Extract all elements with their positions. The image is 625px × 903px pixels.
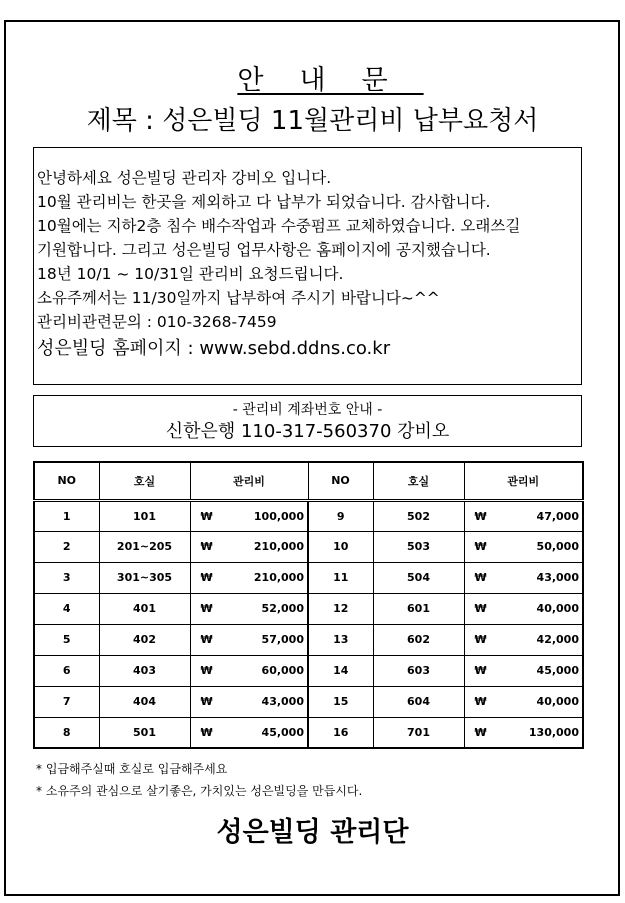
- won-symbol: ₩: [474, 725, 487, 739]
- row-room: 301~305: [99, 562, 190, 593]
- row-fee-amount: 60,000: [261, 664, 304, 677]
- row-fee: [190, 655, 308, 686]
- row-fee-amount: 130,000: [528, 725, 579, 739]
- notice-line: 소유주께서는 11/30일까지 납부하여 주시기 바랍니다~^^: [37, 289, 440, 307]
- row-room: 502: [373, 500, 464, 531]
- row-no: 2: [34, 531, 99, 562]
- row-fee: [190, 562, 308, 593]
- row-no: 3: [34, 562, 99, 593]
- row-fee-amount: 43,000: [261, 695, 304, 708]
- row-fee-amount: 52,000: [261, 602, 304, 615]
- row-room: 603: [373, 655, 464, 686]
- header-fee: 관리비: [464, 462, 583, 500]
- row-room: 504: [373, 562, 464, 593]
- row-room: 604: [373, 686, 464, 717]
- table-row: [34, 624, 583, 655]
- row-no: 13: [308, 624, 373, 655]
- won-symbol: ₩: [200, 509, 213, 523]
- row-fee-amount: 40,000: [536, 695, 579, 708]
- won-symbol: ₩: [200, 725, 213, 739]
- row-fee-amount: 210,000: [253, 571, 304, 584]
- row-room: 402: [99, 624, 190, 655]
- row-fee: [464, 717, 583, 748]
- row-fee: [190, 500, 308, 531]
- row-fee-amount: 42,000: [536, 633, 579, 646]
- row-fee: [190, 531, 308, 562]
- row-no: 16: [308, 717, 373, 748]
- table-row: [34, 717, 583, 748]
- row-room: 602: [373, 624, 464, 655]
- header-room: 호실: [99, 462, 190, 500]
- row-no: 1: [34, 500, 99, 531]
- footnote: * 입금해주실때 호실로 입금해주세요: [36, 762, 228, 776]
- notice-homepage-line: 성은빌딩 홈페이지 : www.sebd.ddns.co.kr: [37, 338, 391, 359]
- won-symbol: ₩: [200, 602, 213, 615]
- row-room: 701: [373, 717, 464, 748]
- row-no: 4: [34, 593, 99, 624]
- won-symbol: ₩: [474, 509, 487, 523]
- table-row: [34, 531, 583, 562]
- row-no: 6: [34, 655, 99, 686]
- notice-contact-line: 관리비관련문의 : 010-3268-7459: [37, 313, 277, 331]
- won-symbol: ₩: [200, 571, 213, 584]
- account-number: 신한은행 110-317-560370 강비오: [165, 421, 450, 442]
- signature: 성은빌딩 관리단: [216, 817, 409, 848]
- row-fee-amount: 45,000: [261, 725, 304, 739]
- row-room: 201~205: [99, 531, 190, 562]
- row-room: 601: [373, 593, 464, 624]
- row-fee: [190, 593, 308, 624]
- row-fee: [464, 593, 583, 624]
- won-symbol: ₩: [474, 633, 487, 646]
- row-fee: [464, 562, 583, 593]
- table-row: [34, 686, 583, 717]
- notice-line: 10월에는 지하2층 침수 배수작업과 수중펌프 교체하였습니다. 오래쓰길: [37, 217, 521, 235]
- fee-table-header-row: [34, 462, 583, 500]
- table-row: [34, 500, 583, 531]
- row-fee-amount: 100,000: [253, 509, 304, 523]
- notice-line: 안녕하세요 성은빌딩 관리자 강비오 입니다.: [37, 169, 332, 187]
- row-fee: [464, 655, 583, 686]
- won-symbol: ₩: [200, 540, 213, 553]
- won-symbol: ₩: [474, 695, 487, 708]
- row-fee: [190, 624, 308, 655]
- row-fee: [190, 717, 308, 748]
- won-symbol: ₩: [474, 540, 487, 553]
- footnote: * 소유주의 관심으로 살기좋은, 가치있는 성은빌딩을 만듭시다.: [36, 784, 363, 798]
- row-fee: [464, 500, 583, 531]
- notice-line: 기원합니다. 그리고 성은빌딩 업무사항은 홈페이지에 공지했습니다.: [37, 241, 491, 259]
- notice-line: 10월 관리비는 한곳을 제외하고 다 납부가 되었습니다. 감사합니다.: [37, 193, 491, 211]
- header-no: NO: [34, 462, 99, 500]
- row-no: 15: [308, 686, 373, 717]
- table-row: [34, 562, 583, 593]
- won-symbol: ₩: [474, 602, 487, 615]
- account-box: [33, 395, 582, 447]
- won-symbol: ₩: [200, 664, 213, 677]
- table-row: [34, 655, 583, 686]
- row-no: 10: [308, 531, 373, 562]
- row-room: 404: [99, 686, 190, 717]
- page-title: 안내문: [237, 65, 424, 96]
- row-fee-amount: 45,000: [536, 664, 579, 677]
- won-symbol: ₩: [200, 695, 213, 708]
- row-room: 403: [99, 655, 190, 686]
- header-fee: 관리비: [190, 462, 308, 500]
- row-fee: [464, 531, 583, 562]
- table-row: [34, 593, 583, 624]
- row-room: 501: [99, 717, 190, 748]
- document-subject: 제목 : 성은빌딩 11월관리비 납부요청서: [86, 106, 539, 136]
- account-title: - 관리비 계좌번호 안내 -: [232, 402, 383, 418]
- row-fee-amount: 40,000: [536, 602, 579, 615]
- header-no: NO: [308, 462, 373, 500]
- row-fee: [464, 624, 583, 655]
- won-symbol: ₩: [200, 633, 213, 646]
- row-no: 9: [308, 500, 373, 531]
- row-fee-amount: 210,000: [253, 540, 304, 553]
- row-no: 5: [34, 624, 99, 655]
- row-fee-amount: 43,000: [536, 571, 579, 584]
- row-room: 101: [99, 500, 190, 531]
- notice-box: [33, 147, 582, 385]
- header-room: 호실: [373, 462, 464, 500]
- row-room: 503: [373, 531, 464, 562]
- row-no: 14: [308, 655, 373, 686]
- row-fee-amount: 57,000: [261, 633, 304, 646]
- row-room: 401: [99, 593, 190, 624]
- fee-table: [33, 461, 584, 749]
- row-fee-amount: 47,000: [536, 509, 579, 523]
- won-symbol: ₩: [474, 664, 487, 677]
- row-fee: [190, 686, 308, 717]
- row-no: 8: [34, 717, 99, 748]
- row-fee-amount: 50,000: [536, 540, 579, 553]
- notice-line: 18년 10/1 ~ 10/31일 관리비 요청드립니다.: [37, 265, 344, 283]
- row-no: 11: [308, 562, 373, 593]
- won-symbol: ₩: [474, 571, 487, 584]
- row-no: 12: [308, 593, 373, 624]
- row-fee: [464, 686, 583, 717]
- row-no: 7: [34, 686, 99, 717]
